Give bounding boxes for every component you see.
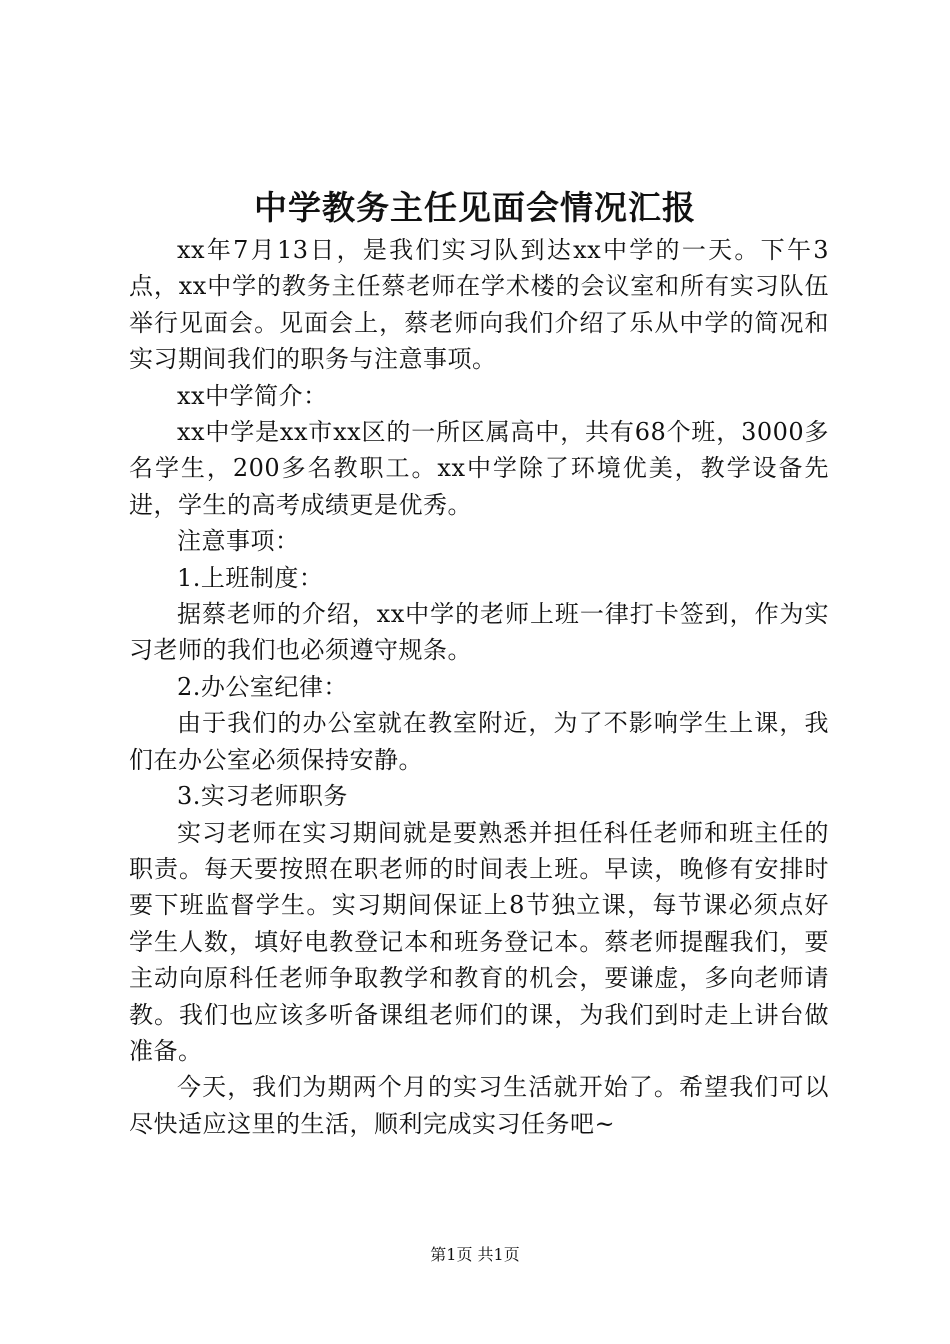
- heading-office-rules: 2.办公室纪律：: [177, 672, 348, 701]
- heading-notes: 注意事项：: [177, 527, 300, 556]
- document-title: 中学教务主任见面会情况汇报: [254, 188, 696, 227]
- paragraph-intro: xx年7月13日，是我们实习队到达xx中学的一天。下午3点，xx中学的教务主任蔡老师在学术楼的会议室和所有实习队伍举行见面会。见面会上，蔡老师向我们介绍了乐从中学的简况和实习期间我们的职务与注意事项。: [129, 236, 829, 374]
- heading-intern-duties: 3.实习老师职务: [177, 782, 348, 811]
- heading-school-intro: xx中学简介：: [177, 381, 328, 410]
- paragraph-attendance: 据蔡老师的介绍，xx中学的老师上班一律打卡签到，作为实习老师的我们也必须遵守规条。: [129, 600, 829, 665]
- paragraph-school-intro: xx中学是xx市xx区的一所区属高中，共有68个班，3000多名学生，200多名教职工。xx中学除了环境优美，教学设备先进，学生的高考成绩更是优秀。: [129, 418, 829, 519]
- page-footer: 第1页 共1页: [430, 1245, 520, 1264]
- heading-attendance: 1.上班制度：: [177, 563, 324, 592]
- document-body: [129, 232, 829, 1142]
- paragraph-intern-duties: 实习老师在实习期间就是要熟悉并担任科任老师和班主任的职责。每天要按照在职老师的时间表上班。早读，晚修有安排时要下班监督学生。实习期间保证上8节独立课，每节课必须点好学生人数，填好电教登记本和班务登记本。蔡老师提醒我们，要主动向原科任老师争取教学和教育的机会，要谦虚，多向老师请教。我们也应该多听备课组老师们的课，为我们到时走上讲台做准备。: [129, 818, 829, 1065]
- paragraph-closing: 今天，我们为期两个月的实习生活就开始了。希望我们可以尽快适应这里的生活，顺利完成实习任务吧~: [129, 1073, 829, 1138]
- paragraph-office-rules: 由于我们的办公室就在教室附近，为了不影响学生上课，我们在办公室必须保持安静。: [129, 709, 829, 774]
